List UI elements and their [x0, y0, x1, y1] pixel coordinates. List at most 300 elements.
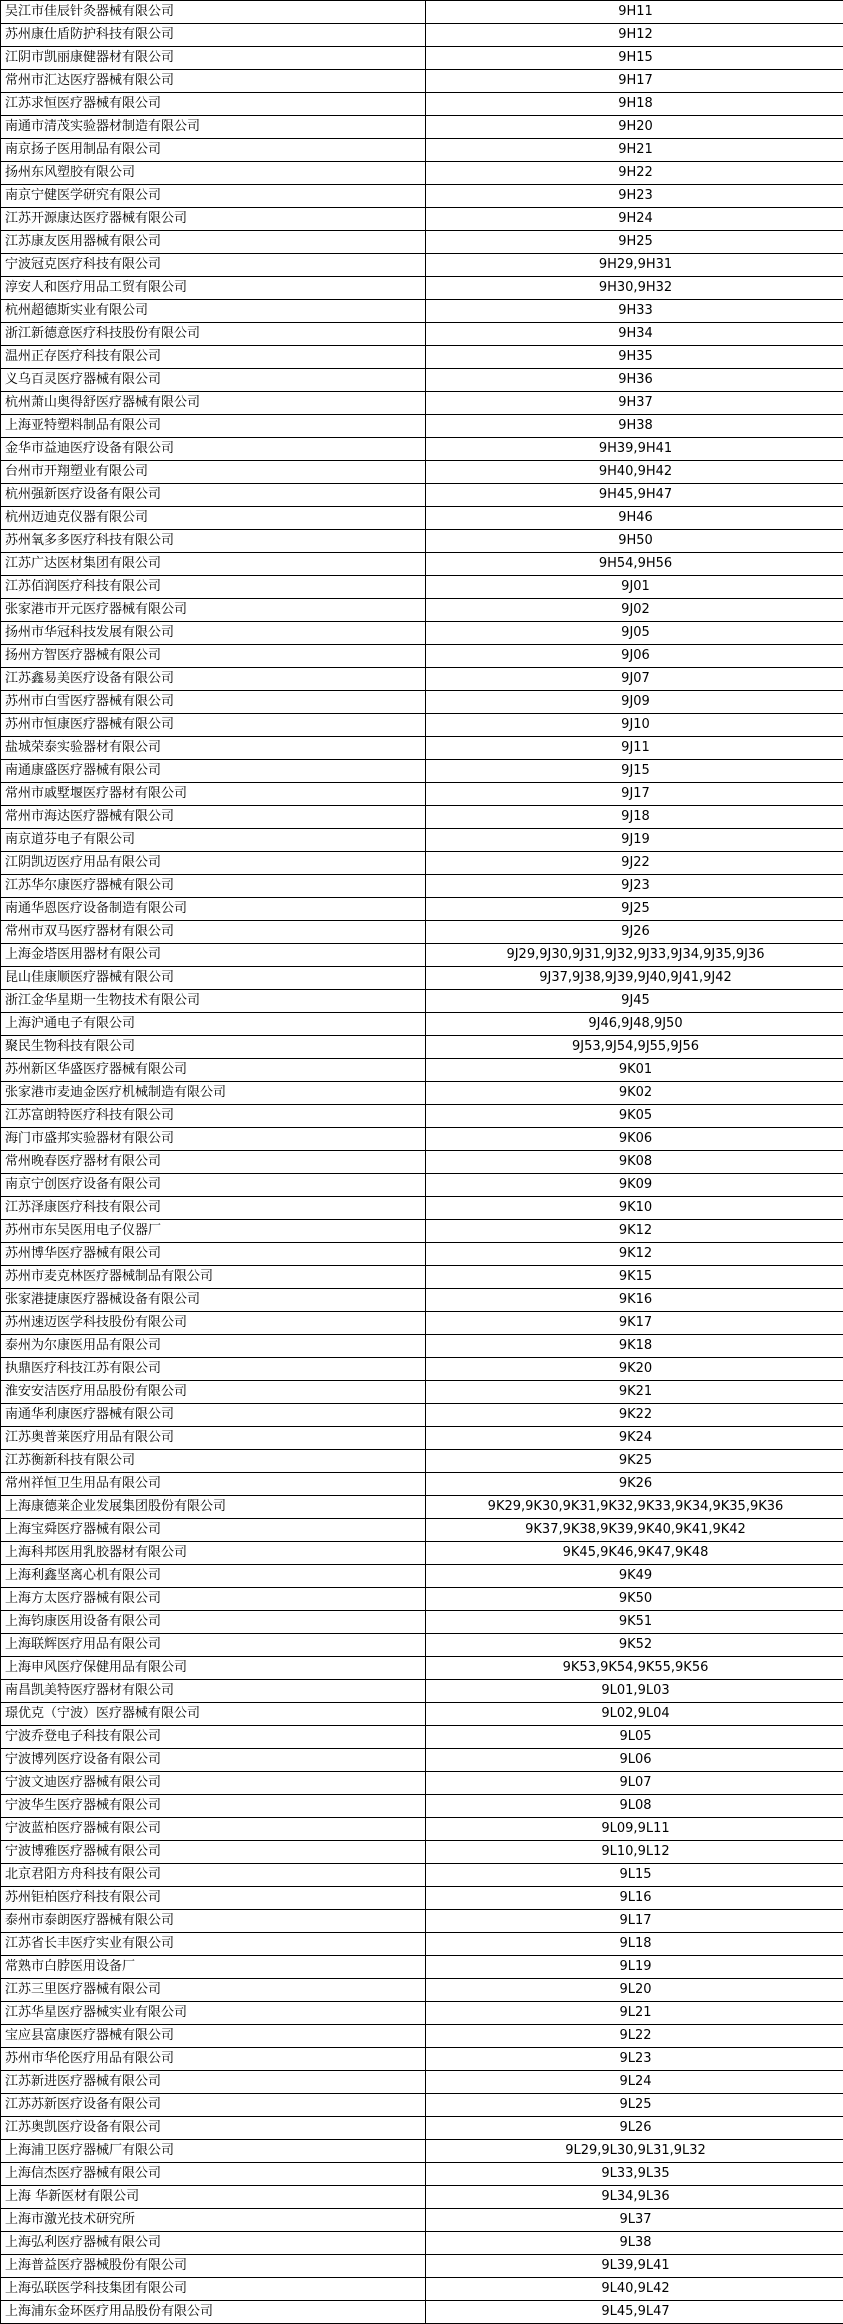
table-row: [1, 300, 843, 323]
booth-number-cell: 9J09: [426, 691, 843, 714]
table-row: [1, 1059, 843, 1082]
booth-number-cell: 9K05: [426, 1105, 843, 1128]
table-row: [1, 576, 843, 599]
booth-number-cell: 9L22: [426, 2025, 843, 2048]
company-name-cell: 宁波文迪医疗器械有限公司: [1, 1772, 426, 1795]
table-row: [1, 1404, 843, 1427]
booth-number-cell: 9L40,9L42: [426, 2278, 843, 2301]
company-name-cell: 北京君阳方舟科技有限公司: [1, 1864, 426, 1887]
company-name-cell: 苏州康仕盾防护科技有限公司: [1, 24, 426, 47]
table-row: [1, 254, 843, 277]
booth-number-cell: 9L02,9L04: [426, 1703, 843, 1726]
company-name-cell: 上海普益医疗器械股份有限公司: [1, 2255, 426, 2278]
table-row: [1, 1381, 843, 1404]
company-name-cell: 南昌凯美特医疗器材有限公司: [1, 1680, 426, 1703]
table-row: [1, 231, 843, 254]
table-row: [1, 921, 843, 944]
booth-number-cell: 9L17: [426, 1910, 843, 1933]
booth-number-cell: 9J23: [426, 875, 843, 898]
booth-number-cell: 9L18: [426, 1933, 843, 1956]
table-row: [1, 1680, 843, 1703]
table-row: [1, 415, 843, 438]
table-row: [1, 1128, 843, 1151]
table-row: [1, 2048, 843, 2071]
booth-number-cell: 9H29,9H31: [426, 254, 843, 277]
company-name-cell: 苏州钜柏医疗科技有限公司: [1, 1887, 426, 1910]
table-row: [1, 484, 843, 507]
company-name-cell: 上海弘联医学科技集团有限公司: [1, 2278, 426, 2301]
booth-number-cell: 9K26: [426, 1473, 843, 1496]
booth-number-cell: 9L45,9L47: [426, 2301, 843, 2324]
booth-number-cell: 9J11: [426, 737, 843, 760]
table-row: [1, 2232, 843, 2255]
table-row: [1, 24, 843, 47]
booth-number-cell: 9L10,9L12: [426, 1841, 843, 1864]
table-row: [1, 622, 843, 645]
table-row: [1, 967, 843, 990]
booth-number-cell: 9J22: [426, 852, 843, 875]
table-row: [1, 1864, 843, 1887]
company-name-cell: 杭州强新医疗设备有限公司: [1, 484, 426, 507]
booth-number-cell: 9L08: [426, 1795, 843, 1818]
company-name-cell: 苏州新区华盛医疗器械有限公司: [1, 1059, 426, 1082]
company-name-cell: 上海亚特塑料制品有限公司: [1, 415, 426, 438]
booth-number-cell: 9L09,9L11: [426, 1818, 843, 1841]
table-row: [1, 1910, 843, 1933]
table-row: [1, 1772, 843, 1795]
company-name-cell: 南京道芬电子有限公司: [1, 829, 426, 852]
booth-number-cell: 9L33,9L35: [426, 2163, 843, 2186]
company-name-cell: 南通华利康医疗器械有限公司: [1, 1404, 426, 1427]
company-name-cell: 南通康盛医疗器械有限公司: [1, 760, 426, 783]
company-name-cell: 上海联辉医疗用品有限公司: [1, 1634, 426, 1657]
booth-number-cell: 9L25: [426, 2094, 843, 2117]
company-name-cell: 张家港市麦迪金医疗机械制造有限公司: [1, 1082, 426, 1105]
booth-number-cell: 9J07: [426, 668, 843, 691]
booth-number-cell: 9L26: [426, 2117, 843, 2140]
company-name-cell: 江苏泽康医疗科技有限公司: [1, 1197, 426, 1220]
booth-number-cell: 9J01: [426, 576, 843, 599]
booth-number-cell: 9L07: [426, 1772, 843, 1795]
table-row: [1, 1611, 843, 1634]
booth-number-cell: 9H46: [426, 507, 843, 530]
company-name-cell: 金华市益迪医疗设备有限公司: [1, 438, 426, 461]
company-name-cell: 上海科邦医用乳胶器材有限公司: [1, 1542, 426, 1565]
company-name-cell: 泰州为尔康医用品有限公司: [1, 1335, 426, 1358]
company-name-cell: 江苏华星医疗器械实业有限公司: [1, 2002, 426, 2025]
table-row: [1, 1197, 843, 1220]
booth-number-cell: 9J53,9J54,9J55,9J56: [426, 1036, 843, 1059]
booth-number-cell: 9J18: [426, 806, 843, 829]
booth-number-cell: 9K37,9K38,9K39,9K40,9K41,9K42: [426, 1519, 843, 1542]
booth-number-cell: 9J02: [426, 599, 843, 622]
table-row: [1, 1979, 843, 2002]
company-name-cell: 聚民生物科技有限公司: [1, 1036, 426, 1059]
table-row: [1, 2301, 843, 2324]
company-name-cell: 上海沪通电子有限公司: [1, 1013, 426, 1036]
booth-number-cell: 9J45: [426, 990, 843, 1013]
table-row: [1, 829, 843, 852]
booth-number-cell: 9K49: [426, 1565, 843, 1588]
company-name-cell: 宝应县富康医疗器械有限公司: [1, 2025, 426, 2048]
booth-number-cell: 9L37: [426, 2209, 843, 2232]
table-row: [1, 2209, 843, 2232]
booth-number-cell: 9L39,9L41: [426, 2255, 843, 2278]
table-row: [1, 1243, 843, 1266]
company-name-cell: 江苏求恒医疗器械有限公司: [1, 93, 426, 116]
booth-number-cell: 9H39,9H41: [426, 438, 843, 461]
booth-number-cell: 9K18: [426, 1335, 843, 1358]
company-name-cell: 上海方太医疗器械有限公司: [1, 1588, 426, 1611]
booth-number-cell: 9L16: [426, 1887, 843, 1910]
table-row: [1, 438, 843, 461]
booth-number-cell: 9J19: [426, 829, 843, 852]
company-name-cell: 南通市清茂实验器材制造有限公司: [1, 116, 426, 139]
company-name-cell: 江苏奥凯医疗设备有限公司: [1, 2117, 426, 2140]
booth-number-cell: 9H23: [426, 185, 843, 208]
table-row: [1, 645, 843, 668]
booth-number-cell: 9H50: [426, 530, 843, 553]
table-row: [1, 1174, 843, 1197]
table-row: [1, 990, 843, 1013]
booth-number-cell: 9K08: [426, 1151, 843, 1174]
booth-number-cell: 9H12: [426, 24, 843, 47]
table-row: [1, 277, 843, 300]
booth-number-cell: 9H17: [426, 70, 843, 93]
company-name-cell: 张家港市开元医疗器械有限公司: [1, 599, 426, 622]
company-name-cell: 江苏华尔康医疗器械有限公司: [1, 875, 426, 898]
company-name-cell: 江苏衡新科技有限公司: [1, 1450, 426, 1473]
table-row: [1, 1565, 843, 1588]
table-row: [1, 369, 843, 392]
table-row: [1, 783, 843, 806]
table-row: [1, 1, 843, 24]
company-name-cell: 泰州市泰朗医疗器械有限公司: [1, 1910, 426, 1933]
company-name-cell: 常州市海达医疗器械有限公司: [1, 806, 426, 829]
booth-number-cell: 9H24: [426, 208, 843, 231]
booth-number-cell: 9K01: [426, 1059, 843, 1082]
company-name-cell: 上海宝舜医疗器械有限公司: [1, 1519, 426, 1542]
company-name-cell: 江苏康友医用器械有限公司: [1, 231, 426, 254]
table-row: [1, 530, 843, 553]
company-name-cell: 宁波华生医疗器械有限公司: [1, 1795, 426, 1818]
booth-number-cell: 9L23: [426, 2048, 843, 2071]
company-name-cell: 江阴凯迈医疗用品有限公司: [1, 852, 426, 875]
company-name-cell: 上海利鑫坚离心机有限公司: [1, 1565, 426, 1588]
booth-number-cell: 9K52: [426, 1634, 843, 1657]
table-row: [1, 162, 843, 185]
company-name-cell: 苏州市华伦医疗用品有限公司: [1, 2048, 426, 2071]
company-name-cell: 海门市盛邦实验器材有限公司: [1, 1128, 426, 1151]
table-row: [1, 1473, 843, 1496]
booth-number-cell: 9H18: [426, 93, 843, 116]
company-name-cell: 常州祥恒卫生用品有限公司: [1, 1473, 426, 1496]
company-name-cell: 淮安安洁医疗用品股份有限公司: [1, 1381, 426, 1404]
table-row: [1, 70, 843, 93]
booth-number-cell: 9H40,9H42: [426, 461, 843, 484]
booth-number-cell: 9K21: [426, 1381, 843, 1404]
booth-number-cell: 9J10: [426, 714, 843, 737]
company-name-cell: 上海浦卫医疗器械厂有限公司: [1, 2140, 426, 2163]
table-row: [1, 1266, 843, 1289]
table-row: [1, 1013, 843, 1036]
company-name-cell: 宁波博列医疗设备有限公司: [1, 1749, 426, 1772]
company-name-cell: 浙江新德意医疗科技股份有限公司: [1, 323, 426, 346]
table-row: [1, 2186, 843, 2209]
booth-number-cell: 9H30,9H32: [426, 277, 843, 300]
table-row: [1, 1450, 843, 1473]
booth-number-cell: 9J25: [426, 898, 843, 921]
booth-number-cell: 9H45,9H47: [426, 484, 843, 507]
booth-number-cell: 9K24: [426, 1427, 843, 1450]
company-name-cell: 扬州东风塑胶有限公司: [1, 162, 426, 185]
booth-number-cell: 9H38: [426, 415, 843, 438]
table-row: [1, 1358, 843, 1381]
booth-number-cell: 9K45,9K46,9K47,9K48: [426, 1542, 843, 1565]
company-name-cell: 上海浦东金环医疗用品股份有限公司: [1, 2301, 426, 2324]
company-name-cell: 江阴市凯丽康健器材有限公司: [1, 47, 426, 70]
booth-number-cell: 9K10: [426, 1197, 843, 1220]
table-row: [1, 139, 843, 162]
table-row: [1, 691, 843, 714]
table-row: [1, 1542, 843, 1565]
company-name-cell: 淳安人和医疗用品工贸有限公司: [1, 277, 426, 300]
table-row: [1, 1749, 843, 1772]
booth-number-cell: 9L24: [426, 2071, 843, 2094]
company-name-cell: 苏州氧多多医疗科技有限公司: [1, 530, 426, 553]
company-name-cell: 上海信杰医疗器械有限公司: [1, 2163, 426, 2186]
table-row: [1, 898, 843, 921]
booth-number-cell: 9K20: [426, 1358, 843, 1381]
booth-number-cell: 9H20: [426, 116, 843, 139]
company-name-cell: 常州市汇达医疗器械有限公司: [1, 70, 426, 93]
table-row: [1, 1818, 843, 1841]
booth-number-cell: 9K09: [426, 1174, 843, 1197]
company-name-cell: 江苏苏新医疗设备有限公司: [1, 2094, 426, 2117]
table-row: [1, 1289, 843, 1312]
table-row: [1, 1956, 843, 1979]
booth-number-cell: 9H15: [426, 47, 843, 70]
company-name-cell: 苏州市恒康医疗器械有限公司: [1, 714, 426, 737]
company-name-cell: 常熟市白脖医用设备厂: [1, 1956, 426, 1979]
booth-number-cell: 9L21: [426, 2002, 843, 2025]
booth-number-cell: 9J37,9J38,9J39,9J40,9J41,9J42: [426, 967, 843, 990]
company-name-cell: 南通华恩医疗设备制造有限公司: [1, 898, 426, 921]
company-name-cell: 苏州速迈医学科技股份有限公司: [1, 1312, 426, 1335]
table-row: [1, 1887, 843, 1910]
booth-number-cell: 9L20: [426, 1979, 843, 2002]
company-name-cell: 上海 华新医材有限公司: [1, 2186, 426, 2209]
company-name-cell: 南京扬子医用制品有限公司: [1, 139, 426, 162]
table-row: [1, 1151, 843, 1174]
company-name-cell: 杭州超德斯实业有限公司: [1, 300, 426, 323]
company-name-cell: 南京宁健医学研究有限公司: [1, 185, 426, 208]
company-name-cell: 上海金塔医用器材有限公司: [1, 944, 426, 967]
company-name-cell: 温州正存医疗科技有限公司: [1, 346, 426, 369]
booth-number-cell: 9H11: [426, 1, 843, 24]
booth-number-cell: 9K50: [426, 1588, 843, 1611]
company-name-cell: 璟优克（宁波）医疗器械有限公司: [1, 1703, 426, 1726]
table-row: [1, 1220, 843, 1243]
table-row: [1, 944, 843, 967]
booth-number-cell: 9K16: [426, 1289, 843, 1312]
table-row: [1, 392, 843, 415]
company-name-cell: 执鼎医疗科技江苏有限公司: [1, 1358, 426, 1381]
company-name-cell: 江苏开源康达医疗器械有限公司: [1, 208, 426, 231]
table-row: [1, 1703, 843, 1726]
table-row: [1, 1519, 843, 1542]
booth-number-cell: 9K53,9K54,9K55,9K56: [426, 1657, 843, 1680]
company-name-cell: 浙江金华星期一生物技术有限公司: [1, 990, 426, 1013]
booth-number-cell: 9L06: [426, 1749, 843, 1772]
table-row: [1, 507, 843, 530]
booth-number-cell: 9K06: [426, 1128, 843, 1151]
company-name-cell: 苏州博华医疗器械有限公司: [1, 1243, 426, 1266]
company-name-cell: 吴江市佳辰针灸器械有限公司: [1, 1, 426, 24]
company-name-cell: 宁波乔登电子科技有限公司: [1, 1726, 426, 1749]
table-row: [1, 806, 843, 829]
booth-number-cell: 9H54,9H56: [426, 553, 843, 576]
company-name-cell: 江苏鑫易美医疗设备有限公司: [1, 668, 426, 691]
table-row: [1, 93, 843, 116]
company-name-cell: 江苏省长丰医疗实业有限公司: [1, 1933, 426, 1956]
table-row: [1, 1588, 843, 1611]
booth-number-cell: 9J06: [426, 645, 843, 668]
booth-number-cell: 9H36: [426, 369, 843, 392]
table-row: [1, 208, 843, 231]
booth-number-cell: 9H33: [426, 300, 843, 323]
booth-number-cell: 9H34: [426, 323, 843, 346]
table-row: [1, 760, 843, 783]
table-row: [1, 2278, 843, 2301]
company-name-cell: 苏州市白雪医疗器械有限公司: [1, 691, 426, 714]
booth-number-cell: 9K02: [426, 1082, 843, 1105]
company-name-cell: 昆山佳康顺医疗器械有限公司: [1, 967, 426, 990]
company-name-cell: 江苏广达医材集团有限公司: [1, 553, 426, 576]
table-row: [1, 323, 843, 346]
company-name-cell: 苏州市麦克林医疗器械制品有限公司: [1, 1266, 426, 1289]
table-row: [1, 1105, 843, 1128]
company-name-cell: 杭州萧山奥得舒医疗器械有限公司: [1, 392, 426, 415]
company-name-cell: 常州市双马医疗器材有限公司: [1, 921, 426, 944]
table-row: [1, 599, 843, 622]
booth-number-cell: 9L01,9L03: [426, 1680, 843, 1703]
table-row: [1, 1726, 843, 1749]
company-name-cell: 江苏三里医疗器械有限公司: [1, 1979, 426, 2002]
table-row: [1, 47, 843, 70]
table-row: [1, 2140, 843, 2163]
booth-number-cell: 9J15: [426, 760, 843, 783]
table-row: [1, 2002, 843, 2025]
table-row: [1, 2025, 843, 2048]
table-row: [1, 1841, 843, 1864]
booth-number-cell: 9L38: [426, 2232, 843, 2255]
table-row: [1, 1496, 843, 1519]
booth-number-cell: 9L05: [426, 1726, 843, 1749]
company-name-cell: 扬州方智医疗器械有限公司: [1, 645, 426, 668]
booth-number-cell: 9H37: [426, 392, 843, 415]
company-name-cell: 宁波蓝柏医疗器械有限公司: [1, 1818, 426, 1841]
company-name-cell: 苏州市东吴医用电子仪器厂: [1, 1220, 426, 1243]
company-name-cell: 上海康德莱企业发展集团股份有限公司: [1, 1496, 426, 1519]
table-row: [1, 2071, 843, 2094]
company-name-cell: 上海市激光技术研究所: [1, 2209, 426, 2232]
table-row: [1, 2094, 843, 2117]
company-name-cell: 宁波冠克医疗科技有限公司: [1, 254, 426, 277]
table-row: [1, 1335, 843, 1358]
table-row: [1, 1082, 843, 1105]
booth-number-cell: 9K15: [426, 1266, 843, 1289]
table-row: [1, 1933, 843, 1956]
table-row: [1, 185, 843, 208]
table-row: [1, 668, 843, 691]
table-row: [1, 2255, 843, 2278]
table-row: [1, 2163, 843, 2186]
booth-number-cell: 9L34,9L36: [426, 2186, 843, 2209]
company-name-cell: 扬州市华冠科技发展有限公司: [1, 622, 426, 645]
booth-number-cell: 9J26: [426, 921, 843, 944]
company-name-cell: 上海钧康医用设备有限公司: [1, 1611, 426, 1634]
company-name-cell: 张家港捷康医疗器械设备有限公司: [1, 1289, 426, 1312]
company-name-cell: 常州市戚墅堰医疗器材有限公司: [1, 783, 426, 806]
table-row: [1, 1427, 843, 1450]
booth-number-cell: 9K29,9K30,9K31,9K32,9K33,9K34,9K35,9K36: [426, 1496, 843, 1519]
booth-number-cell: 9H22: [426, 162, 843, 185]
table-row: [1, 553, 843, 576]
table-row: [1, 714, 843, 737]
table-row: [1, 1036, 843, 1059]
company-name-cell: 盐城荣泰实验器材有限公司: [1, 737, 426, 760]
table-row: [1, 852, 843, 875]
company-name-cell: 江苏新进医疗器械有限公司: [1, 2071, 426, 2094]
company-name-cell: 南京宁创医疗设备有限公司: [1, 1174, 426, 1197]
company-name-cell: 上海申风医疗保健用品有限公司: [1, 1657, 426, 1680]
booth-number-cell: 9J05: [426, 622, 843, 645]
company-name-cell: 江苏奥普莱医疗用品有限公司: [1, 1427, 426, 1450]
booth-number-cell: 9J17: [426, 783, 843, 806]
table-row: [1, 737, 843, 760]
booth-number-cell: 9K25: [426, 1450, 843, 1473]
table-row: [1, 1657, 843, 1680]
booth-number-cell: 9K17: [426, 1312, 843, 1335]
company-name-cell: 宁波博雅医疗器械有限公司: [1, 1841, 426, 1864]
booth-number-cell: 9H35: [426, 346, 843, 369]
company-name-cell: 台州市开翔塑业有限公司: [1, 461, 426, 484]
table-row: [1, 2117, 843, 2140]
booth-number-cell: 9K22: [426, 1404, 843, 1427]
table-row: [1, 1312, 843, 1335]
booth-number-cell: 9K12: [426, 1220, 843, 1243]
company-name-cell: 杭州迈迪克仪器有限公司: [1, 507, 426, 530]
booth-number-cell: 9J29,9J30,9J31,9J32,9J33,9J34,9J35,9J36: [426, 944, 843, 967]
company-name-cell: 上海弘利医疗器械有限公司: [1, 2232, 426, 2255]
booth-number-cell: 9L15: [426, 1864, 843, 1887]
company-name-cell: 江苏佰润医疗科技有限公司: [1, 576, 426, 599]
table-row: [1, 1795, 843, 1818]
company-name-cell: 义乌百灵医疗器械有限公司: [1, 369, 426, 392]
table-row: [1, 116, 843, 139]
table-body: [1, 1, 843, 2324]
company-name-cell: 常州晚春医疗器材有限公司: [1, 1151, 426, 1174]
table-row: [1, 461, 843, 484]
booth-number-cell: 9L19: [426, 1956, 843, 1979]
booth-number-cell: 9K12: [426, 1243, 843, 1266]
company-name-cell: 江苏富朗特医疗科技有限公司: [1, 1105, 426, 1128]
table-row: [1, 1634, 843, 1657]
booth-number-cell: 9H25: [426, 231, 843, 254]
table-row: [1, 346, 843, 369]
booth-number-cell: 9H21: [426, 139, 843, 162]
